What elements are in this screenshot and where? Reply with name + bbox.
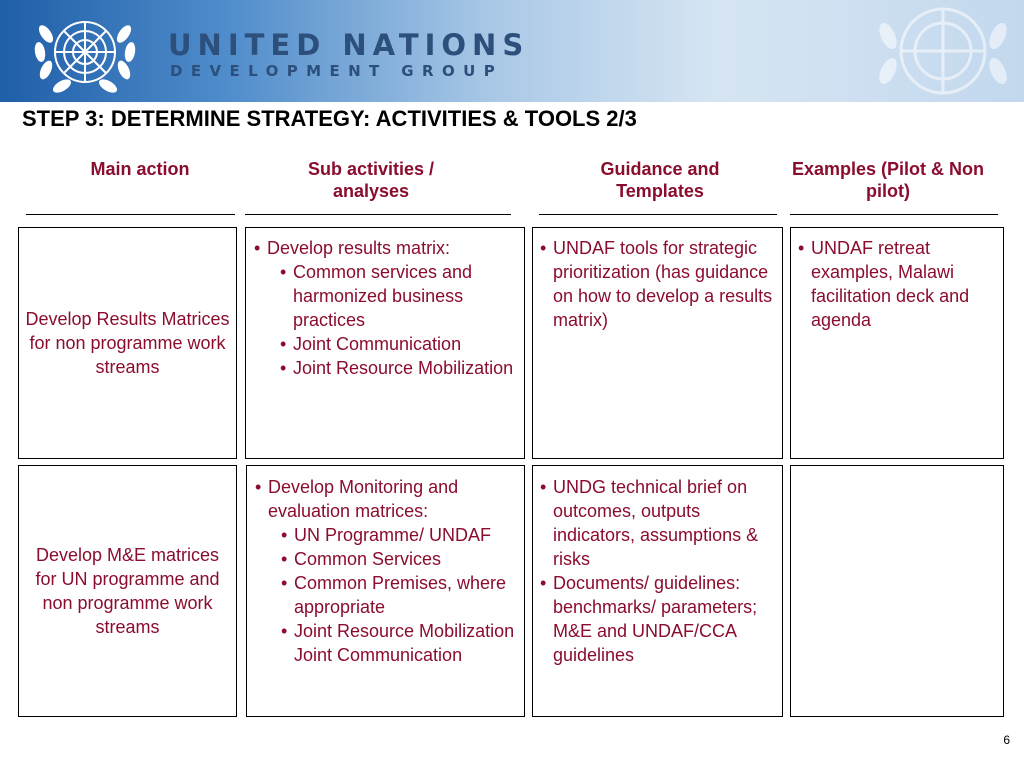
column-header-main-action: Main action	[90, 159, 190, 179]
main-action-text: Develop M&E matrices for UN programme and non programme work streams	[35, 545, 220, 637]
row-1-main-action-cell	[18, 227, 237, 459]
row-2-main-action-cell	[18, 465, 237, 717]
slide-title: STEP 3: DETERMINE STRATEGY: ACTIVITIES & TOOLS 2/3	[22, 106, 637, 131]
column-header-sub-activities: Sub activities / analyses	[307, 159, 435, 201]
org-subtitle: DEVELOPMENT GROUP	[170, 62, 504, 80]
list-item: • Joint Resource Mobilization Joint Communication	[281, 619, 516, 667]
column-divider-rule	[26, 214, 235, 215]
row-1-guidance-cell	[532, 227, 783, 459]
list-item: • UNDAF retreat examples, Malawi facilitation deck and agenda	[798, 236, 995, 332]
list-item: • UN Programme/ UNDAF	[281, 523, 516, 547]
list-item: • Develop Monitoring and evaluation matrices: • UN Programme/ UNDAF • Common Services • Common Premises, where appropriate • Joint Resource Mobilization Joint Communication	[255, 475, 516, 667]
list-item: • UNDAF tools for strategic prioritization (has guidance on how to develop a results matrix)	[540, 236, 774, 332]
guidance-list	[540, 236, 774, 332]
row-2-guidance-cell	[532, 465, 783, 717]
un-emblem-icon	[22, 6, 148, 100]
sub-list	[268, 523, 516, 667]
org-name: UNITED NATIONS	[168, 28, 530, 62]
guidance-list	[540, 475, 774, 667]
column-divider-rule	[790, 214, 998, 215]
column-header-examples: Examples (Pilot & Non pilot)	[791, 159, 985, 201]
row-1-examples-cell	[790, 227, 1004, 459]
sub-list	[267, 260, 516, 380]
row-2-sub-activities-cell	[246, 465, 525, 717]
list-item: • Joint Communication	[280, 332, 516, 356]
list-item: • UNDG technical brief on outcomes, outputs indicators, assumptions & risks	[540, 475, 774, 571]
column-header-guidance: Guidance and Templates	[600, 159, 720, 201]
list-item: • Documents/ guidelines: benchmarks/ parameters; M&E and UNDAF/CCA guidelines	[540, 571, 774, 667]
column-divider-rule	[539, 214, 777, 215]
main-action-text: Develop Results Matrices for non programme work streams	[25, 309, 230, 377]
list-item: • Develop results matrix: • Common services and harmonized business practices • Joint Communication • Joint Resource Mobilization	[254, 236, 516, 380]
row-1-sub-activities-cell	[245, 227, 525, 459]
column-divider-rule	[245, 214, 511, 215]
list-item: • Common services and harmonized business practices	[280, 260, 516, 332]
un-emblem-watermark-icon	[858, 0, 1024, 102]
page-number: 6	[1003, 733, 1010, 747]
sub-activities-list	[255, 475, 516, 667]
examples-list	[798, 236, 995, 332]
sub-activities-list	[254, 236, 516, 380]
list-item: • Common Services	[281, 547, 516, 571]
list-item: • Common Premises, where appropriate	[281, 571, 516, 619]
list-item: • Joint Resource Mobilization	[280, 356, 516, 380]
row-2-examples-cell	[790, 465, 1004, 717]
header-banner	[0, 0, 1024, 102]
